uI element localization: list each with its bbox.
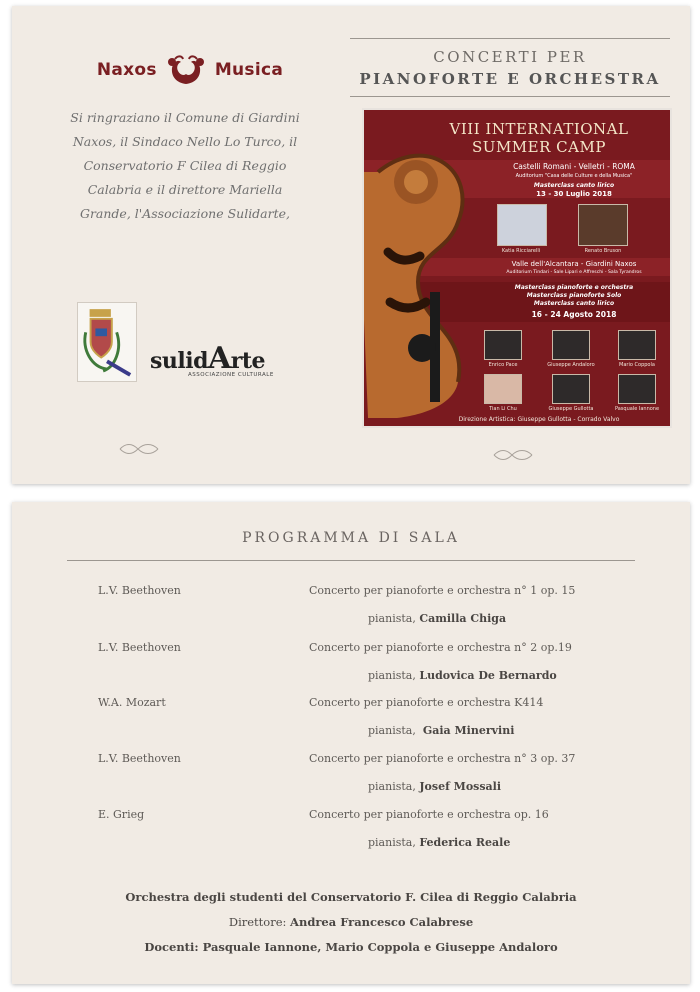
teacher-caption: Giuseppe Gullotta: [548, 406, 594, 412]
photo-teacher: [484, 330, 522, 360]
performer: [368, 780, 501, 793]
poster-venue-2: Auditorium Tindari - Sale Lipari e Affreschi - Sala Tyrandros: [506, 270, 642, 275]
program-item: [12, 808, 690, 864]
ornament-flourish-icon: [492, 448, 534, 462]
photo-teacher: [618, 330, 656, 360]
composer: L.V. Beethoven: [98, 584, 181, 597]
sulidarte-tagline: ASSOCIAZIONE CULTURALE: [188, 372, 274, 378]
performer: [368, 724, 514, 737]
work: Concerto per pianoforte e orchestra n° 1 op. 15: [309, 584, 576, 597]
orchestra-line: [12, 890, 690, 904]
composer: L.V. Beethoven: [98, 641, 181, 654]
teacher-caption: Tian Li Chu: [489, 406, 517, 412]
acknowledgements: [60, 106, 310, 226]
sulidarte-part-b: A: [207, 341, 231, 376]
photo-teacher: [552, 374, 590, 404]
conductor-label: Direttore:: [228, 915, 287, 929]
thanks-line: Naxos, il Sindaco Nello Lo Turco, il: [72, 134, 298, 149]
heading-rule-top: [350, 38, 670, 39]
photo-teacher: [497, 204, 547, 246]
poster-title-line1: VIII INTERNATIONAL: [449, 120, 629, 138]
teacher-caption: Katia Ricciarelli: [501, 248, 541, 254]
composer: W.A. Mozart: [98, 696, 166, 709]
concert-heading-line2: PIANOFORTE E ORCHESTRA: [359, 70, 661, 88]
teacher-caption: Giuseppe Andaloro: [547, 362, 595, 368]
brand-left-word: Naxos: [96, 60, 157, 80]
poster-dates-1: 13 - 30 Luglio 2018: [536, 190, 612, 198]
composer: L.V. Beethoven: [98, 752, 181, 765]
photo-teacher: [578, 204, 628, 246]
performer: [368, 612, 506, 625]
violin-scroll-icon: [362, 132, 476, 418]
program-title: PROGRAMMA DI SALA: [242, 530, 460, 546]
composer: E. Grieg: [98, 808, 145, 821]
program-item: [12, 696, 690, 752]
performer-prefix: pianista,: [368, 669, 416, 682]
sulidarte-part-a: sulid: [150, 348, 208, 374]
sulidarte-wordmark: [150, 341, 300, 376]
work: Concerto per pianoforte e orchestra n° 2 op.19: [309, 641, 572, 654]
program-item: [12, 584, 690, 640]
thanks-line: Conservatorio F Cilea di Reggio: [83, 158, 287, 173]
sulidarte-part-c: rte: [230, 348, 266, 374]
emblem-letters: Lo: [181, 63, 191, 72]
teacher-caption: Pasquale Iannone: [614, 406, 660, 412]
ornament-flourish-icon: [118, 442, 160, 456]
teachers-names: Docenti: Pasquale Iannone, Mario Coppola e Giuseppe Andaloro: [144, 940, 558, 954]
poster-venue-1: Auditorium "Casa delle Culture e della Musica": [515, 173, 633, 179]
conductor-line: [12, 915, 690, 929]
orchestra-name: Orchestra degli studenti del Conservatorio F. Cilea di Reggio Calabria: [125, 890, 577, 904]
conductor-name: Andrea Francesco Calabrese: [290, 915, 474, 929]
brand-right-word: Musica: [214, 60, 284, 80]
program-title-rule: [67, 560, 635, 561]
heading-rule-bottom: [350, 96, 670, 97]
concert-program: [12, 502, 690, 984]
performer-name: Josef Mossali: [419, 780, 502, 793]
poster-title-line2: SUMMER CAMP: [472, 138, 606, 156]
concert-heading-line1: CONCERTI PER: [433, 48, 587, 66]
performer-name: Camilla Chiga: [419, 612, 507, 625]
photo-teacher: [484, 374, 522, 404]
performer-prefix: pianista,: [368, 612, 416, 625]
photo-teacher: [618, 374, 656, 404]
performer-prefix: pianista,: [368, 836, 416, 849]
performer-name: Gaia Minervini: [422, 724, 515, 737]
poster-dates-2: 16 - 24 Agosto 2018: [531, 310, 617, 319]
photo-teacher: [552, 330, 590, 360]
concert-heading: [350, 46, 670, 90]
work: Concerto per pianoforte e orchestra K414: [309, 696, 544, 709]
performer: [368, 669, 557, 682]
performer-name: Federica Reale: [419, 836, 511, 849]
naxos-musica-logo: [90, 52, 290, 88]
work: Concerto per pianoforte e orchestra n° 3 op. 37: [309, 752, 576, 765]
thanks-line: Grande, l'Associazione Sulidarte,: [79, 206, 291, 221]
sulidarte-logo: [150, 341, 300, 381]
poster-location-1: Castelli Romani - Velletri - ROMA: [513, 162, 635, 171]
teacher-caption: Mario Coppola: [619, 362, 655, 368]
thanks-line: Calabria e il direttore Mariella: [87, 182, 283, 197]
poster-course-2b: Masterclass pianoforte Solo: [526, 292, 622, 299]
performer-name: Ludovica De Bernardo: [419, 669, 557, 682]
teacher-caption: Renato Bruson: [584, 248, 622, 254]
program-item: [12, 641, 690, 697]
poster-course-1: Masterclass canto lirico: [533, 182, 615, 189]
poster-direction: Direzione Artistica: Giuseppe Gullotta - Corrado Valvo: [458, 416, 620, 423]
municipal-crest-icon: [77, 302, 137, 382]
poster-location-2: Valle dell'Alcantara - Giardini Naxos: [511, 260, 637, 268]
thanks-line: Si ringraziano il Comune di Giardini: [70, 110, 300, 125]
work: Concerto per pianoforte e orchestra op. 16: [309, 808, 549, 821]
lyre-emblem-icon: [163, 53, 209, 87]
performer: [368, 836, 510, 849]
poster-course-2c: Masterclass canto lirico: [533, 300, 615, 307]
performer-prefix: pianista,: [368, 724, 416, 737]
poster-course-2a: Masterclass pianoforte e orchestra: [514, 284, 634, 291]
teacher-caption: Enrico Pace: [488, 362, 518, 368]
concert-flyer-front: [12, 6, 690, 484]
program-item: [12, 752, 690, 808]
performer-prefix: pianista,: [368, 780, 416, 793]
summer-camp-poster: [362, 108, 672, 428]
teachers-line: [12, 940, 690, 954]
